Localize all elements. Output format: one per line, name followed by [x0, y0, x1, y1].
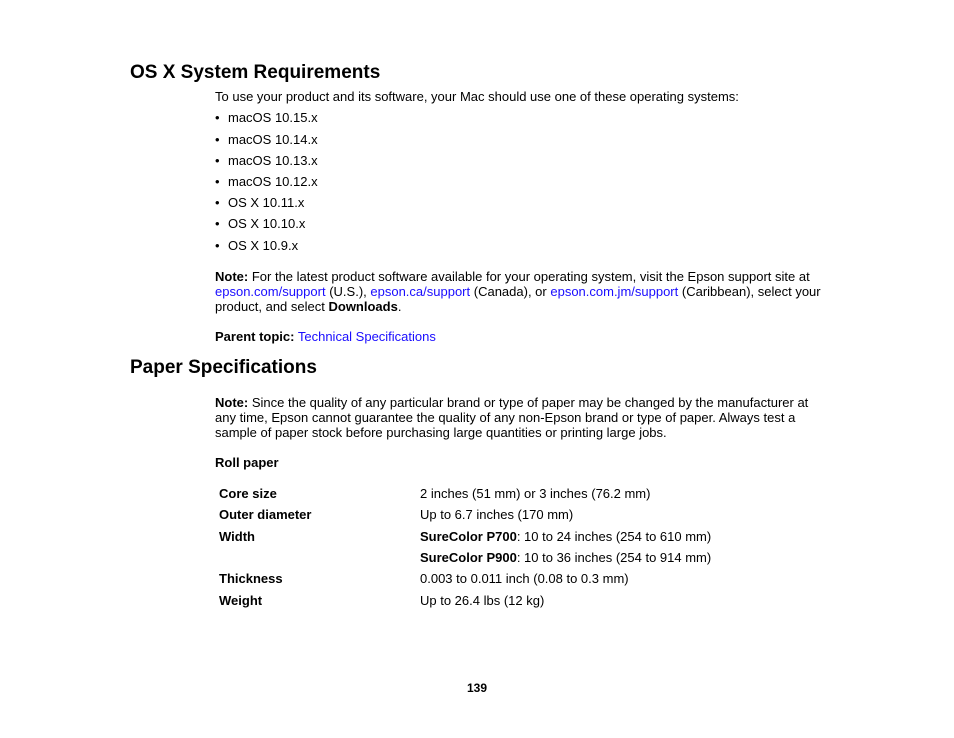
epson-ca-support-link[interactable]: epson.ca/support	[370, 284, 471, 299]
epson-jm-support-link[interactable]: epson.com.jm/support	[550, 284, 679, 299]
list-item: • OS X 10.9.x	[215, 238, 299, 253]
technical-specifications-link[interactable]: Technical Specifications	[297, 329, 436, 344]
page-number: 139	[466, 681, 488, 695]
list-item: • macOS 10.13.x	[215, 153, 318, 168]
list-item: • OS X 10.10.x	[215, 216, 306, 231]
list-item: • macOS 10.14.x	[215, 132, 318, 147]
os-intro-text: To use your product and its software, your Mac should use one of these operating systems:	[215, 89, 739, 104]
document-page: OS X System Requirements To use your product and its software, your Mac should use one of these operating systems: • macOS 10.15.x • macOS 10.14.x • macOS 10.13.x • macOS 10.12.x • OS X 10.11.x • OS X 10.10.x • OS X 10.9.x Note: For the latest product software available for your operating system, visit the Epson support site at epson.com/support (U.S.), epson.ca/support (Canada), or epson.com.jm/support (Caribbean), select your product, and select Downloads. Parent topic: Technical Specifications Paper Specifications Note: Since the quality of any particular brand or type of paper may be changed by the manufacturer at any time, Epson cannot guarantee the quality of any non-Epson brand or type of paper. Always test a sample of paper stock before purchasing large quantities or printing large jobs. Roll paper Core size 2 inches (51 mm) or 3 inches (76.2 mm) Outer diameter Up to 6.7 inches (170 mm) Width SureColor P700: 10 to 24 inches (254 to 610 mm) SureColor P900: 10 to 36 inches (254 to 914 mm) Thickness 0.003 to 0.011 inch (0.08 to 0.3 mm) Weight Up to 26.4 lbs (12 kg) 139	[0, 0, 954, 738]
list-item: • macOS 10.12.x	[215, 174, 318, 189]
paper-note: Note: Since the quality of any particular brand or type of paper may be changed by the manufacturer at any time, Epson cannot guarantee the quality of any non-Epson brand or type of paper. Always test a sample of paper stock before purchasing large quantities or printing large jobs.	[215, 395, 809, 440]
parent-topic: Parent topic: Technical Specifications	[215, 329, 436, 344]
epson-us-support-link[interactable]: epson.com/support	[215, 284, 326, 299]
paper-specifications-heading: Paper Specifications	[130, 357, 317, 378]
os-note: Note: For the latest product software available for your operating system, visit the Epson support site at epson.com/support (U.S.), epson.ca/support (Canada), or epson.com.jm/support (Caribbean), select your product, and select Downloads.	[215, 269, 821, 314]
roll-paper-heading: Roll paper	[215, 455, 279, 470]
list-item: • macOS 10.15.x	[215, 110, 318, 125]
list-item: • OS X 10.11.x	[215, 195, 305, 210]
os-requirements-heading: OS X System Requirements	[130, 62, 381, 83]
